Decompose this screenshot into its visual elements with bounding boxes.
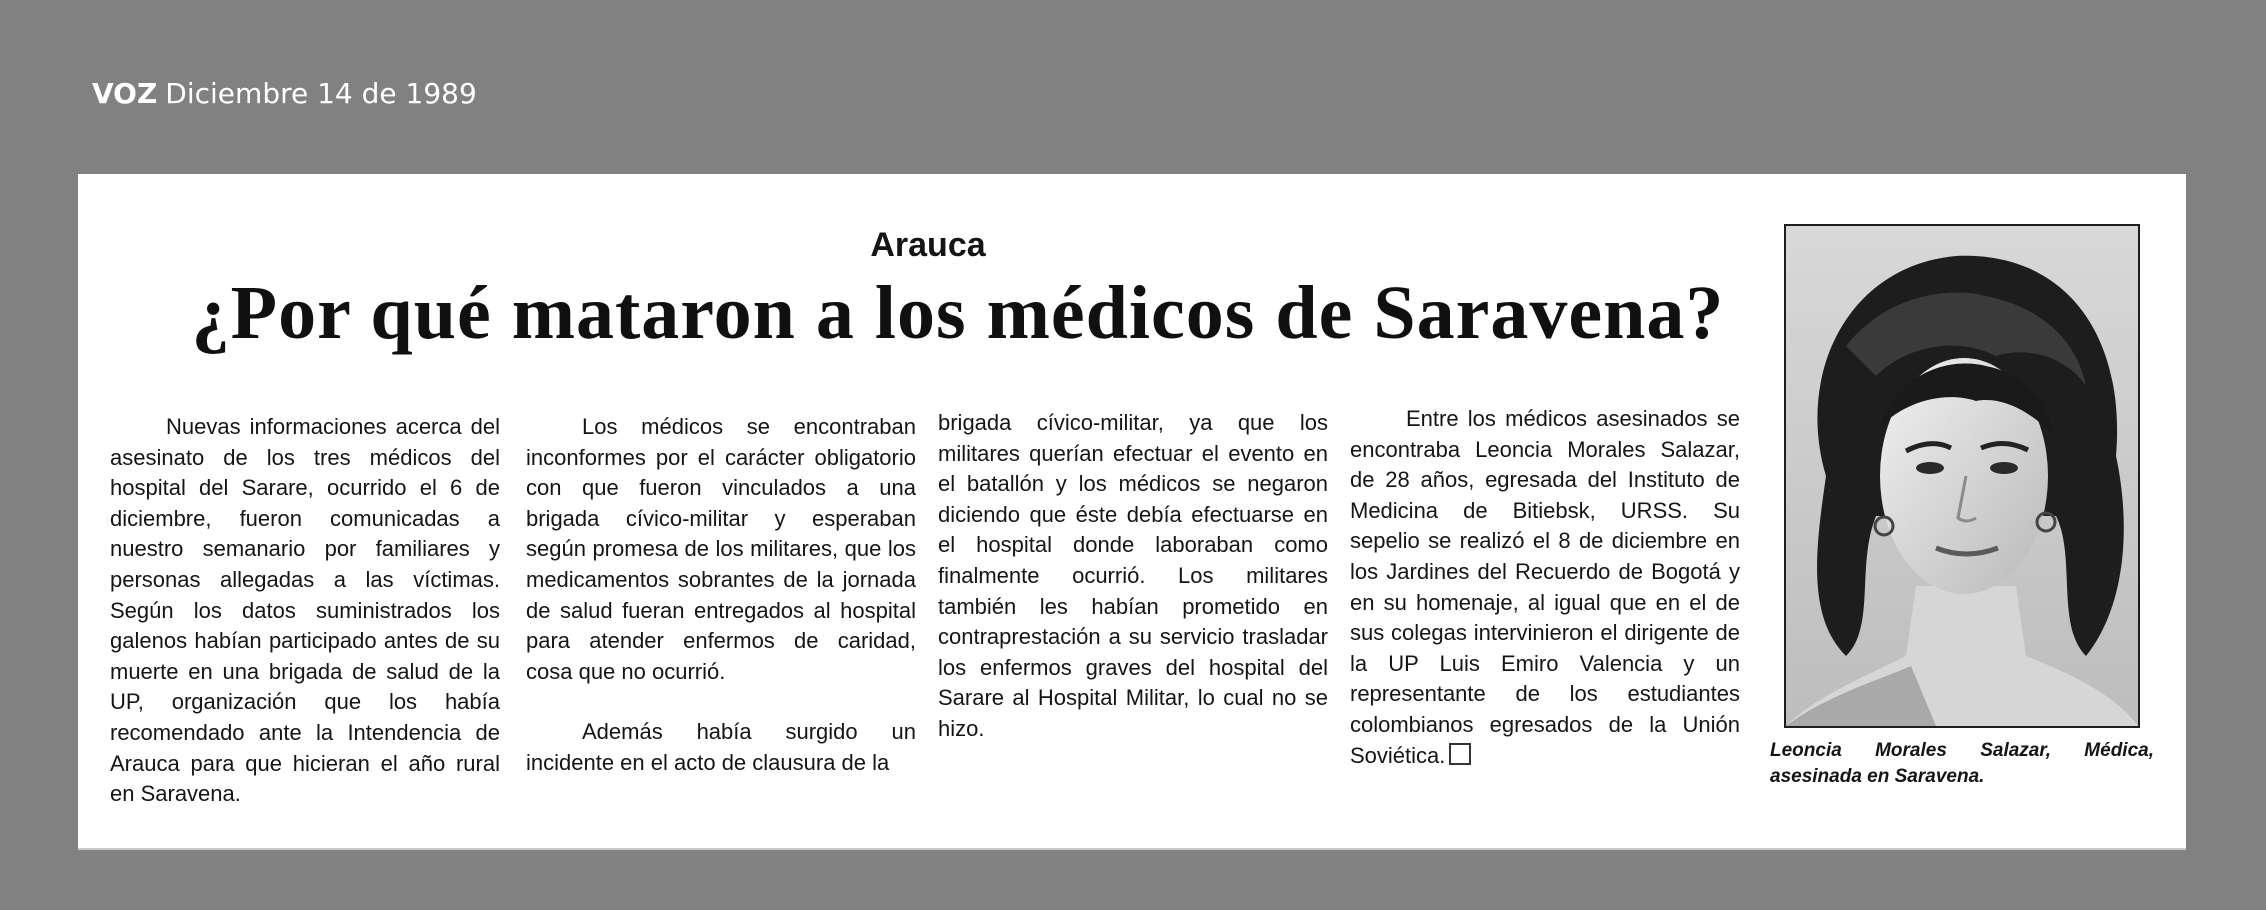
photo-caption: Leoncia Morales Salazar, Médica, asesinada en Saravena. (1770, 740, 2154, 787)
newspaper-clipping (78, 174, 2186, 850)
publication-name: VOZ (92, 77, 158, 110)
article-headline: ¿Por qué mataron a los médicos de Saravena? (191, 271, 1725, 355)
article-paragraph (1350, 404, 1740, 771)
article-paragraph: brigada cívico-militar, ya que los militares querían efectuar el evento en el batallón y los médicos se negaron diciendo que éste debía efectuarse en el hospital donde laboraban como finalmente ocurrió. Los militares también les habían prometido en contraprestación a su servicio trasladar los enfermos graves del hospital del Sarare al Hospital Militar, lo cual no se hizo. (938, 410, 1328, 741)
masthead (92, 74, 477, 114)
portrait-photo (1784, 224, 2140, 728)
article-paragraph-text: Entre los médicos asesinados se encontraba Leoncia Morales Salazar, de 28 años, egresada del Instituto de Medicina de Bitiebsk, URSS. Su sepelio se realizó el 8 de diciembre en los Jardines del Recuerdo de Bogotá y en su homenaje, al igual que en el de sus colegas intervinieron el dirigente de la UP Luis Emiro Valencia y un representante de los estudiantes colombianos egresados de la Unión Soviética. (1350, 406, 1740, 768)
article-column-1 (110, 412, 500, 810)
article-paragraph: Los médicos se encontraban inconformes por el carácter obligatorio con que fueron vinculados a una brigada cívico-militar y esperaban según promesa de los militares, que los medicamentos sobrantes de la jornada de salud fueran entregados al hospital para atender enfermos de caridad, cosa que no ocurrió. (526, 414, 916, 684)
portrait-image (1786, 226, 2138, 726)
article-column-2 (526, 412, 916, 779)
article-column-4 (1350, 404, 1740, 771)
publication-date: Diciembre 14 de 1989 (165, 77, 477, 110)
article-paragraph: Además había surgido un incidente en el acto de clausura de la (526, 719, 916, 775)
article-column-3 (938, 408, 1328, 745)
article-kicker: Arauca (870, 226, 986, 264)
article-paragraph: Nuevas informaciones acerca del asesinato de los tres médicos del hospital del Sarare, ocurrido el 6 de diciembre, fueron comunicadas a nuestro semanario por familiares y personas allegadas a las víctimas. Según los datos suministrados los galenos habían participado antes de su muerte en una brigada de salud de la UP, organización que los había recomendado ante la Intendencia de Arauca para que hicieran el año rural en Saravena. (110, 414, 500, 807)
end-of-article-mark (1449, 743, 1471, 765)
